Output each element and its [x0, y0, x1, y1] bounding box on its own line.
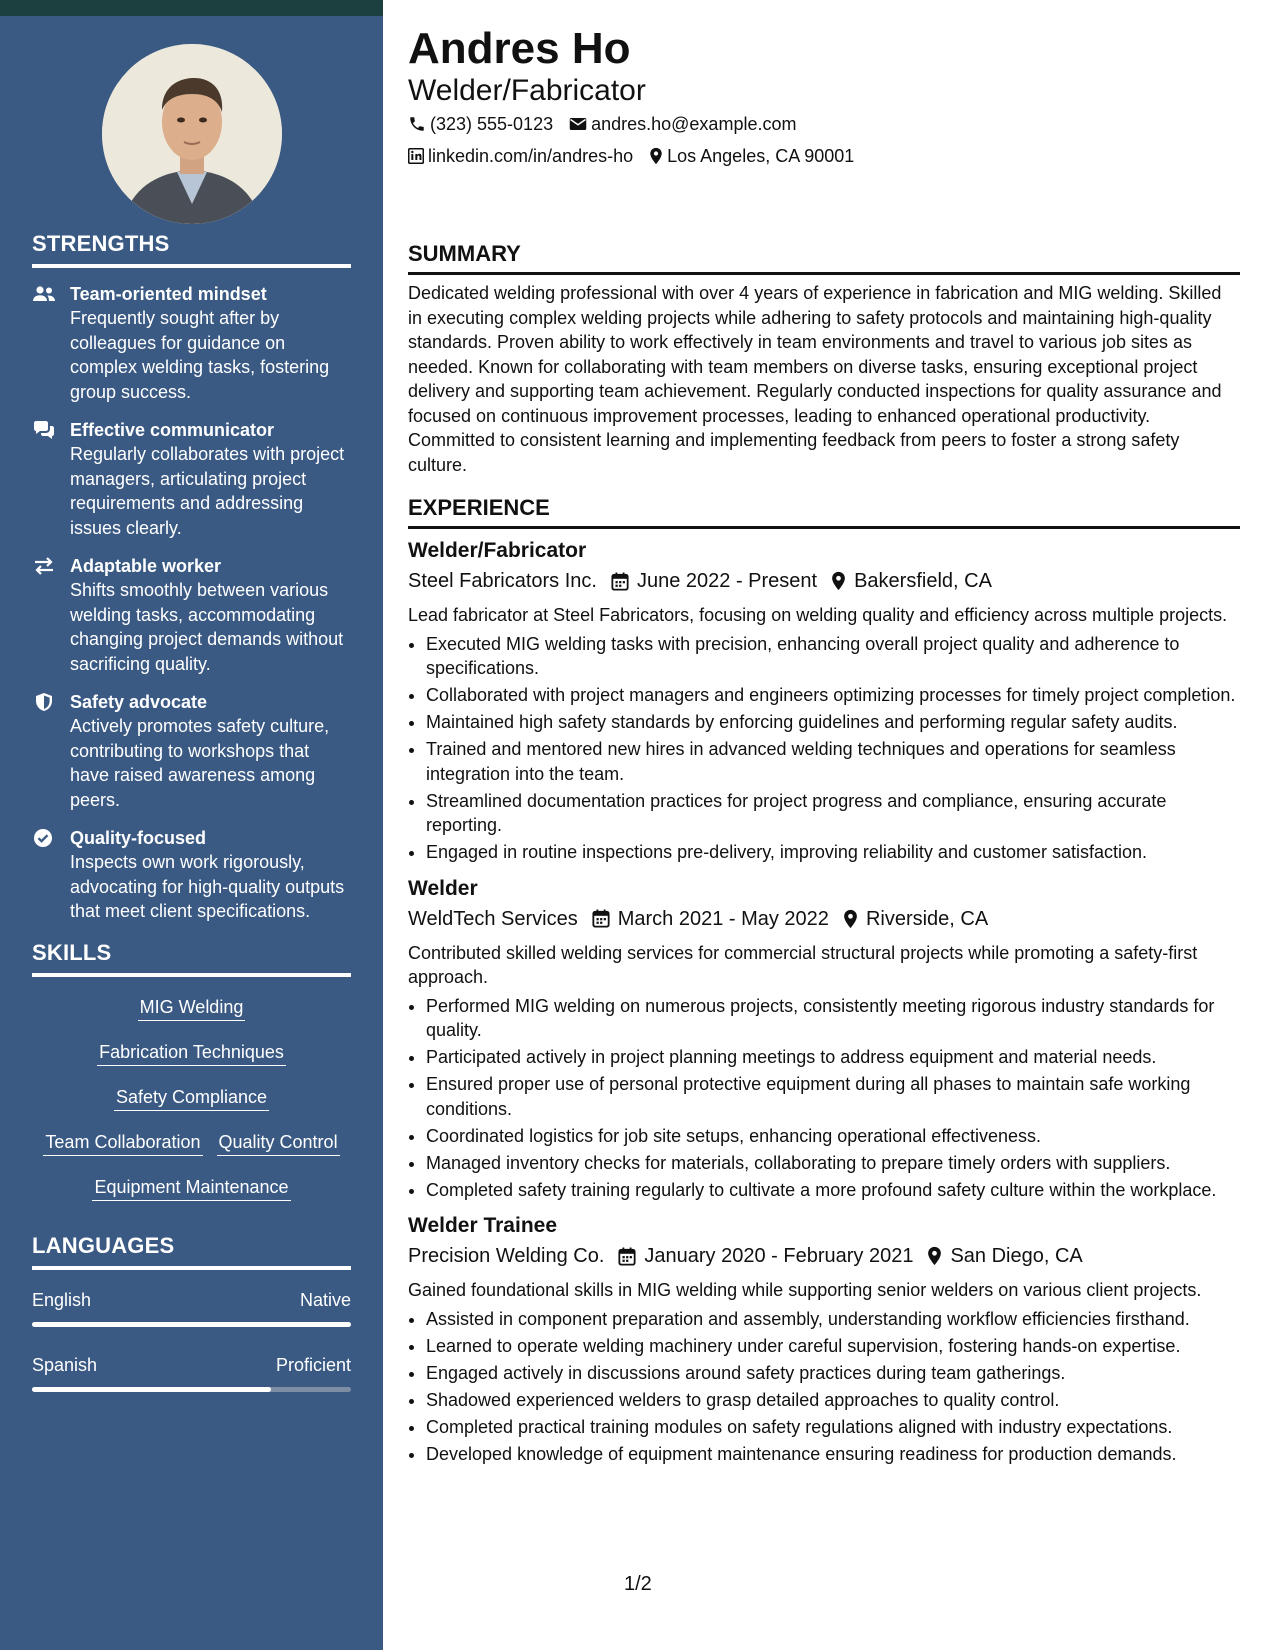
- job-bullet: • Completed practical training modules on safety regulations aligned with industry expectations.: [426, 1415, 1240, 1440]
- location-text: Los Angeles, CA 90001: [667, 146, 855, 166]
- job-location-wrap: [927, 1242, 1082, 1270]
- skill-tag: Safety Compliance: [114, 1085, 269, 1111]
- candidate-name: Andres Ho: [408, 24, 631, 73]
- linkedin-text: linkedin.com/in/andres-ho: [428, 146, 634, 166]
- job-bullet: • Performed MIG welding on numerous projects, consistently meeting rigorous industry standards for quality.: [426, 994, 1240, 1043]
- job-location-wrap: [843, 905, 988, 933]
- email-text: andres.ho@example.com: [591, 114, 797, 134]
- strength-title: Safety advocate: [70, 692, 208, 712]
- summary-heading: SUMMARY: [408, 240, 1240, 275]
- language-level: Proficient: [275, 1355, 351, 1375]
- envelope-icon: [569, 116, 587, 132]
- skill-tag: Fabrication Techniques: [97, 1040, 286, 1066]
- job-entry: [408, 1212, 1240, 1466]
- phone-icon: [408, 115, 426, 133]
- strengths-list: [32, 282, 351, 924]
- job-company: WeldTech Services: [408, 907, 578, 930]
- languages-section: [32, 1232, 351, 1392]
- linkedin-contact[interactable]: [408, 144, 633, 168]
- job-dates-wrap: [592, 905, 829, 933]
- calendar-icon: [611, 572, 629, 591]
- job-dates: March 2021 - May 2022: [617, 907, 829, 930]
- strength-item: [32, 282, 351, 404]
- strength-title: Team-oriented mindset: [70, 284, 267, 304]
- job-dates-wrap: [611, 567, 817, 595]
- experience-heading: EXPERIENCE: [408, 494, 1240, 529]
- job-dates-wrap: [618, 1242, 913, 1270]
- strength-item: [32, 554, 351, 676]
- skill-tag: Quality Control: [217, 1130, 340, 1156]
- skill-tag: MIG Welding: [138, 995, 246, 1021]
- avatar-portrait-icon: [102, 44, 282, 224]
- job-location: Bakersfield, CA: [854, 570, 992, 592]
- contact-row: [408, 144, 870, 168]
- candidate-title: Welder/Fabricator: [408, 74, 646, 107]
- job-bullet: • Engaged actively in discussions around safety practices during team gatherings.: [426, 1361, 1240, 1386]
- languages-heading: LANGUAGES: [32, 1232, 351, 1270]
- calendar-icon: [592, 909, 610, 928]
- job-bullet: • Developed knowledge of equipment maintenance ensuring readiness for production demands.: [426, 1442, 1240, 1467]
- job-dates: June 2022 - Present: [636, 570, 818, 592]
- job-bullet: • Engaged in routine inspections pre-delivery, improving reliability and customer satisfaction.: [426, 840, 1240, 865]
- skill-tag: Equipment Maintenance: [92, 1175, 290, 1201]
- skill-tag: Team Collaboration: [43, 1130, 202, 1156]
- strength-description: Inspects own work rigorously, advocating for high-quality outputs that meet client specifications.: [70, 852, 345, 921]
- job-title: Welder/Fabricator: [408, 539, 587, 562]
- chat-icon: [32, 420, 56, 440]
- users-icon: [32, 284, 56, 304]
- job-dates: January 2020 - February 2021: [644, 1245, 914, 1267]
- job-entry: [408, 875, 1240, 1203]
- job-meta: [408, 1242, 1240, 1270]
- strength-description: Frequently sought after by colleagues for guidance on complex welding tasks, fostering group success.: [70, 308, 330, 402]
- language-name: English: [32, 1290, 92, 1310]
- job-bullets: [408, 994, 1240, 1203]
- job-title: Welder: [408, 876, 478, 900]
- job-meta: [408, 905, 1240, 933]
- map-pin-icon: [927, 1246, 942, 1266]
- job-bullet: • Trained and mentored new hires in advanced welding techniques and operations for seamless integration into the team.: [426, 737, 1240, 786]
- job-bullet: • Collaborated with project managers and engineers optimizing processes for timely project completion.: [426, 683, 1240, 708]
- job-bullet: • Streamlined documentation practices for project progress and compliance, ensuring accurate reporting.: [426, 789, 1240, 838]
- job-bullet: • Completed safety training regularly to cultivate a more profound safety culture within the workplace.: [426, 1178, 1240, 1203]
- strengths-heading: STRENGTHS: [32, 230, 351, 268]
- job-bullet: • Ensured proper use of personal protective equipment during all phases to maintain safe working conditions.: [426, 1072, 1240, 1121]
- job-company: Precision Welding Co.: [408, 1245, 605, 1267]
- location-contact: [649, 144, 854, 168]
- strength-title: Adaptable worker: [70, 556, 222, 576]
- strength-description: Regularly collaborates with project managers, articulating project requirements and addressing issues clearly.: [70, 444, 345, 538]
- strength-description: Actively promotes safety culture, contributing to workshops that have raised awareness among peers.: [70, 716, 330, 810]
- strength-description: Shifts smoothly between various welding tasks, accommodating changing project demands without sacrificing quality.: [70, 580, 344, 674]
- language-item: [32, 1288, 351, 1327]
- email-contact[interactable]: [569, 112, 796, 136]
- strength-title: Quality-focused: [70, 828, 207, 848]
- job-bullet: • Coordinated logistics for job site setups, enhancing operational effectiveness.: [426, 1124, 1240, 1149]
- job-meta: [408, 567, 1240, 595]
- job-description: Contributed skilled welding services for commercial structural projects while promoting a safety-first approach.: [408, 942, 1198, 987]
- language-proficiency-bar: [32, 1387, 351, 1392]
- language-proficiency-fill: [32, 1387, 271, 1392]
- language-proficiency-fill: [32, 1322, 351, 1327]
- language-level: Native: [299, 1290, 351, 1310]
- job-bullets: [408, 632, 1240, 865]
- job-bullet: • Maintained high safety standards by enforcing guidelines and performing regular safety audits.: [426, 710, 1240, 735]
- map-pin-icon: [649, 147, 663, 165]
- shield-icon: [32, 692, 56, 712]
- job-bullet: • Assisted in component preparation and assembly, understanding workflow efficiencies firsthand.: [426, 1307, 1240, 1332]
- strength-item: [32, 826, 351, 924]
- job-bullet: • Managed inventory checks for materials, collaborating to prepare timely orders with suppliers.: [426, 1151, 1240, 1176]
- job-company: Steel Fabricators Inc.: [408, 570, 597, 592]
- job-description: Gained foundational skills in MIG welding while supporting senior welders on various client projects.: [408, 1280, 1202, 1300]
- job-location-wrap: [831, 567, 992, 595]
- language-proficiency-bar: [32, 1322, 351, 1327]
- jobs-list: [408, 537, 1240, 1466]
- job-bullet: • Shadowed experienced welders to grasp detailed approaches to quality control.: [426, 1388, 1240, 1413]
- strengths-section: [32, 230, 351, 924]
- linkedin-icon: [408, 148, 424, 164]
- strength-item: [32, 418, 351, 540]
- summary-section: [408, 240, 1240, 477]
- strength-item: [32, 690, 351, 812]
- calendar-icon: [618, 1247, 636, 1266]
- experience-section: [408, 494, 1240, 1469]
- check-circle-icon: [32, 828, 56, 848]
- skills-list: [32, 995, 351, 1202]
- profile-photo: [102, 44, 282, 224]
- sidebar-top-strip: [0, 0, 383, 16]
- job-title: Welder Trainee: [408, 1214, 558, 1237]
- job-description: Lead fabricator at Steel Fabricators, focusing on welding quality and efficiency across multiple projects.: [408, 605, 1228, 625]
- page-number: 1/2: [624, 1573, 652, 1595]
- language-name: Spanish: [32, 1355, 98, 1375]
- contact-row: [408, 112, 812, 136]
- map-pin-icon: [831, 571, 846, 591]
- job-bullet: • Executed MIG welding tasks with precision, enhancing overall project quality and adherence to specifications.: [426, 632, 1240, 681]
- job-location: Riverside, CA: [865, 907, 989, 930]
- swap-arrows-icon: [32, 556, 56, 576]
- language-item: [32, 1353, 351, 1392]
- job-entry: [408, 537, 1240, 865]
- phone-text: (323) 555-0123: [430, 114, 554, 134]
- job-location: San Diego, CA: [950, 1245, 1083, 1267]
- strength-title: Effective communicator: [70, 420, 275, 440]
- skills-section: [32, 939, 351, 1202]
- job-bullet: • Learned to operate welding machinery under careful supervision, fostering hands-on expertise.: [426, 1334, 1240, 1359]
- sidebar: [0, 16, 383, 1650]
- summary-text: Dedicated welding professional with over 4 years of experience in fabrication and MIG welding. Skilled in executing complex welding projects while adhering to safety protocols and maintaining high-quality standards. Proven ability to work effectively in team environments and travel to various job sites as needed. Known for collaborating with team members on diverse tasks, ensuring exceptional project delivery and supporting team achievement. Regularly conducted inspections for quality assurance and focused on continuous improvement processes, leading to enhanced operational productivity. Committed to consistent learning and implementing feedback from peers to foster a strong safety culture.: [408, 283, 1222, 475]
- skills-heading: SKILLS: [32, 939, 351, 977]
- job-bullets: [408, 1307, 1240, 1467]
- map-pin-icon: [843, 909, 858, 929]
- phone-contact[interactable]: [408, 112, 553, 136]
- job-bullet: • Participated actively in project planning meetings to address equipment and material needs.: [426, 1045, 1240, 1070]
